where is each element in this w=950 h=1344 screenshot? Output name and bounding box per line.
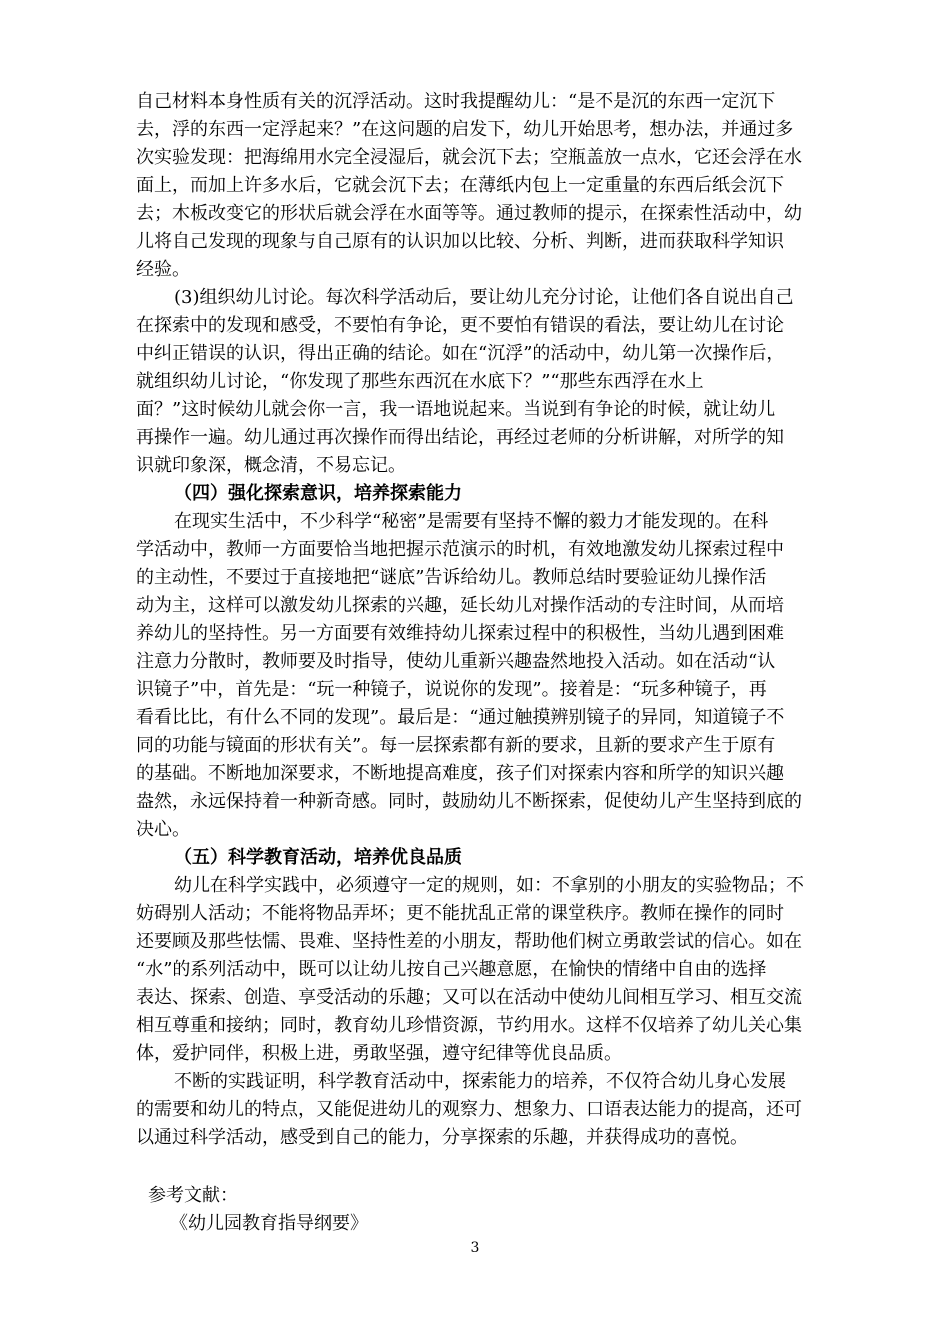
paragraph-line: 决心。	[136, 819, 190, 840]
paragraph-line: 识就印象深，概念清，不易忘记。	[136, 455, 406, 476]
paragraph-line: 面上，而加上许多水后，它就会沉下去；在薄纸内包上一定重量的东西后纸会沉下	[136, 175, 784, 196]
references-section	[136, 1182, 816, 1238]
paragraph-line: 中纠正错误的认识，得出正确的结论。如在“沉浮”的活动中，幼儿第一次操作后，	[136, 343, 785, 364]
paragraph-line: 的需要和幼儿的特点，又能促进幼儿的观察力、想象力、口语表达能力的提高，还可	[136, 1099, 802, 1120]
paragraph-line: 以通过科学活动，感受到自己的能力，分享探索的乐趣，并获得成功的喜悦。	[136, 1127, 748, 1148]
paragraph-line: 的主动性，不要过于直接地把“谜底”告诉给幼儿。教师总结时要验证幼儿操作活	[136, 567, 767, 588]
paragraph-line: 体，爱护同伴，积极上进，勇敢坚强，遵守纪律等优良品质。	[136, 1043, 622, 1064]
paragraph	[136, 508, 816, 844]
paragraph-line: 不断的实践证明，科学教育活动中，探索能力的培养，不仅符合幼儿身心发展	[174, 1071, 786, 1092]
paragraph-line: 识镜子”中，首先是：“玩一种镜子，说说你的发现”。接着是：“玩多种镜子，再	[136, 679, 767, 700]
paragraph	[136, 872, 816, 1068]
paragraph-line: 相互尊重和接纳；同时，教育幼儿珍惜资源，节约用水。这样不仅培养了幼儿关心集	[136, 1015, 802, 1036]
paragraph-line: 再操作一遍。幼儿通过再次操作而得出结论，再经过老师的分析讲解，对所学的知	[136, 427, 784, 448]
paragraph-line: 表达、探索、创造、享受活动的乐趣；又可以在活动中使幼儿间相互学习、相互交流	[136, 987, 802, 1008]
paragraph-line: 的基础。不断地加深要求，不断地提高难度，孩子们对探索内容和所学的知识兴趣	[136, 763, 784, 784]
paragraph-line: 学活动中，教师一方面要恰当地把握示范演示的时机，有效地激发幼儿探索过程中	[136, 539, 784, 560]
paragraph-line: (3)组织幼儿讨论。每次科学活动后，要让幼儿充分讨论，让他们各自说出自己	[174, 287, 794, 308]
paragraph-line: 面？”这时候幼儿就会你一言，我一语地说起来。当说到有争论的时候，就让幼儿	[136, 399, 776, 420]
paragraph-line: 动为主，这样可以激发幼儿探索的兴趣，延长幼儿对操作活动的专注时间，从而培	[136, 595, 784, 616]
paragraph-line: 经验。	[136, 259, 190, 280]
paragraph	[136, 1068, 816, 1152]
paragraph-line: 注意力分散时，教师要及时指导，使幼儿重新兴趣盎然地投入活动。如在活动“认	[136, 651, 776, 672]
paragraph-line: 看看比比，有什么不同的发现”。最后是：“通过触摸辨别镜子的异同，知道镜子不	[136, 707, 785, 728]
reference-item: 《幼儿园教育指导纲要》	[170, 1213, 368, 1234]
paragraph-line: “水”的系列活动中，既可以让幼儿按自己兴趣意愿，在愉快的情绪中自由的选择	[136, 959, 767, 980]
paragraph-line: 同的功能与镜面的形状有关”。每一层探索都有新的要求，且新的要求产生于原有	[136, 735, 776, 756]
paragraph-line: 盎然，永远保持着一种新奇感。同时，鼓励幼儿不断探索，促使幼儿产生坚持到底的	[136, 791, 802, 812]
paragraph-line: 去；木板改变它的形状后就会浮在水面等等。通过教师的提示，在探索性活动中，幼	[136, 203, 802, 224]
paragraph-line: 去，浮的东西一定浮起来？”在这问题的启发下，幼儿开始思考，想办法，并通过多	[136, 119, 794, 140]
paragraph-line: 还要顾及那些怯懦、畏难、坚持性差的小朋友，帮助他们树立勇敢尝试的信心。如在	[136, 931, 802, 952]
paragraph-line: 妨碍别人活动；不能将物品弄坏；更不能扰乱正常的课堂秩序。教师在操作的同时	[136, 903, 784, 924]
section-heading	[136, 844, 816, 872]
paragraph-line: 养幼儿的坚持性。另一方面要有效维持幼儿探索过程中的积极性，当幼儿遇到困难	[136, 623, 784, 644]
paragraph-line: 就组织幼儿讨论，“你发现了那些东西沉在水底下？”“那些东西浮在水上	[136, 371, 704, 392]
paragraph	[136, 284, 816, 480]
page-number: 3	[470, 1240, 480, 1256]
heading-text: （五）科学教育活动，培养优良品质	[174, 847, 462, 868]
paragraph-line: 在现实生活中，不少科学“秘密”是需要有坚持不懈的毅力才能发现的。在科	[174, 511, 769, 532]
paragraph-line: 自己材料本身性质有关的沉浮活动。这时我提醒幼儿：“是不是沉的东西一定沉下	[136, 91, 776, 112]
paragraph-line: 儿将自己发现的现象与自己原有的认识加以比较、分析、判断，进而获取科学知识	[136, 231, 784, 252]
paragraph	[136, 88, 816, 284]
section-heading	[136, 480, 816, 508]
heading-text: （四）强化探索意识，培养探索能力	[174, 483, 462, 504]
references-title: 参考文献：	[148, 1185, 238, 1206]
spacer	[136, 1152, 816, 1182]
paragraph-line: 次实验发现：把海绵用水完全浸湿后，就会沉下去；空瓶盖放一点水，它还会浮在水	[136, 147, 802, 168]
document-body	[136, 88, 816, 1238]
paragraph-line: 幼儿在科学实践中，必须遵守一定的规则，如：不拿别的小朋友的实验物品；不	[174, 875, 804, 896]
paragraph-line: 在探索中的发现和感受，不要怕有争论，更不要怕有错误的看法，要让幼儿在讨论	[136, 315, 784, 336]
